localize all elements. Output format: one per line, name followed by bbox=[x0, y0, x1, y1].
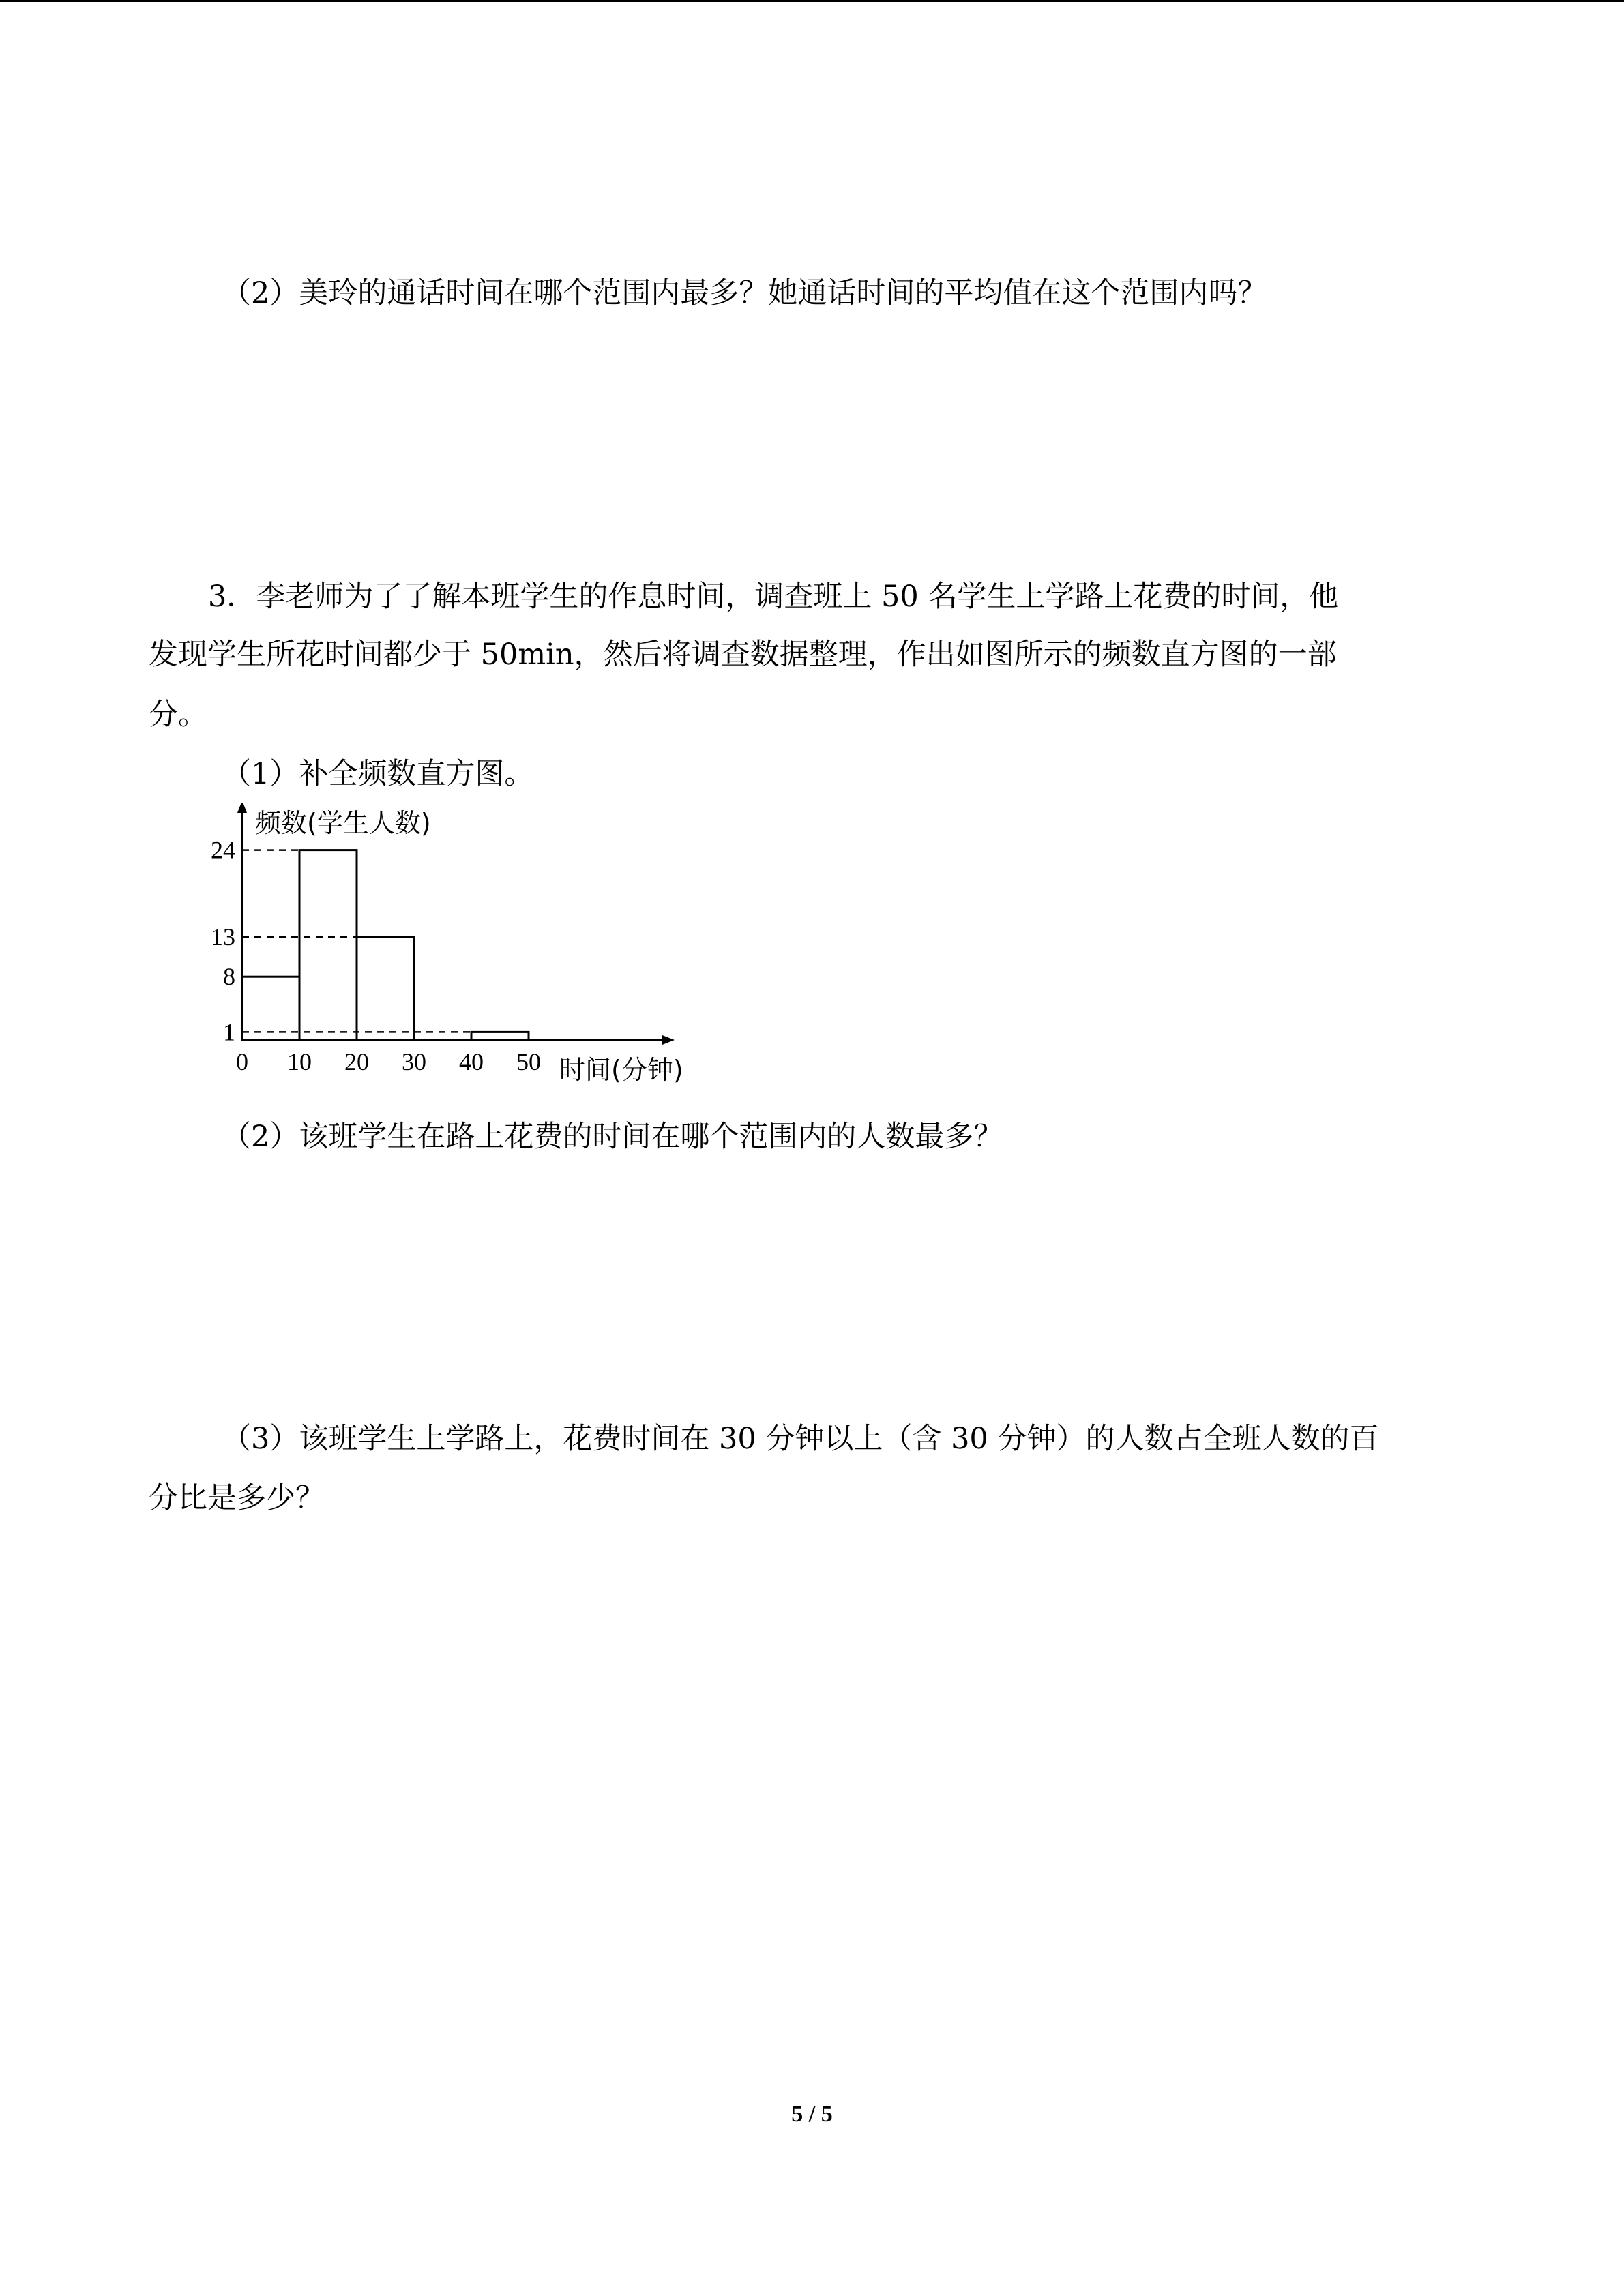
page-number: 5 / 5 bbox=[791, 2102, 833, 2127]
x-tick-label: 30 bbox=[402, 1048, 426, 1075]
histogram-bar bbox=[242, 976, 299, 1040]
x-tick-label: 40 bbox=[459, 1048, 484, 1075]
x-tick-label: 10 bbox=[287, 1048, 312, 1075]
y-tick-label: 1 bbox=[223, 1018, 235, 1046]
x-axis-title: 时间(分钟) bbox=[559, 1055, 683, 1085]
histogram-bar bbox=[471, 1032, 529, 1040]
x-tick-label: 50 bbox=[516, 1048, 541, 1075]
question-3-part-3-line-2: 分比是多少？ bbox=[149, 1481, 325, 1515]
y-tick-label: 8 bbox=[223, 963, 235, 991]
histogram-axes bbox=[237, 803, 675, 1045]
y-axis-title: 频数(学生人数) bbox=[255, 808, 431, 838]
question-3-stem-line-1: 3．李老师为了了解本班学生的作息时间，调查班上 50 名学生上学路上花费的时间，他 bbox=[208, 580, 1339, 614]
frequency-histogram bbox=[205, 803, 723, 1103]
question-3-stem-line-2: 发现学生所花时间都少于 50min，然后将调查数据整理，作出如图所示的频数直方图的一部 bbox=[149, 638, 1337, 672]
histogram-bar bbox=[357, 937, 414, 1040]
question-3-part-3-line-1: （3）该班学生上学路上，花费时间在 30 分钟以上（含 30 分钟）的人数占全班人数的百 bbox=[222, 1422, 1379, 1456]
histogram-bar bbox=[299, 850, 357, 1040]
y-tick-label: 24 bbox=[211, 836, 235, 864]
question-3-part-2: （2）该班学生在路上花费的时间在哪个范围内的人数最多？ bbox=[222, 1120, 1003, 1154]
x-axis-arrow-icon bbox=[662, 1035, 675, 1045]
x-tick-label: 20 bbox=[344, 1048, 369, 1075]
x-tick-label: 0 bbox=[236, 1048, 248, 1075]
histogram-bars bbox=[242, 850, 529, 1040]
y-axis-arrow-icon bbox=[237, 803, 247, 813]
question-2-part-2: （2）美玲的通话时间在哪个范围内最多？她通话时间的平均值在这个范围内吗？ bbox=[222, 276, 1267, 310]
question-3-part-1: （1）补全频数直方图。 bbox=[222, 757, 534, 791]
top-border-rule bbox=[0, 0, 1624, 2]
question-3-stem-line-3: 分。 bbox=[149, 698, 207, 732]
y-tick-label: 13 bbox=[211, 923, 235, 951]
